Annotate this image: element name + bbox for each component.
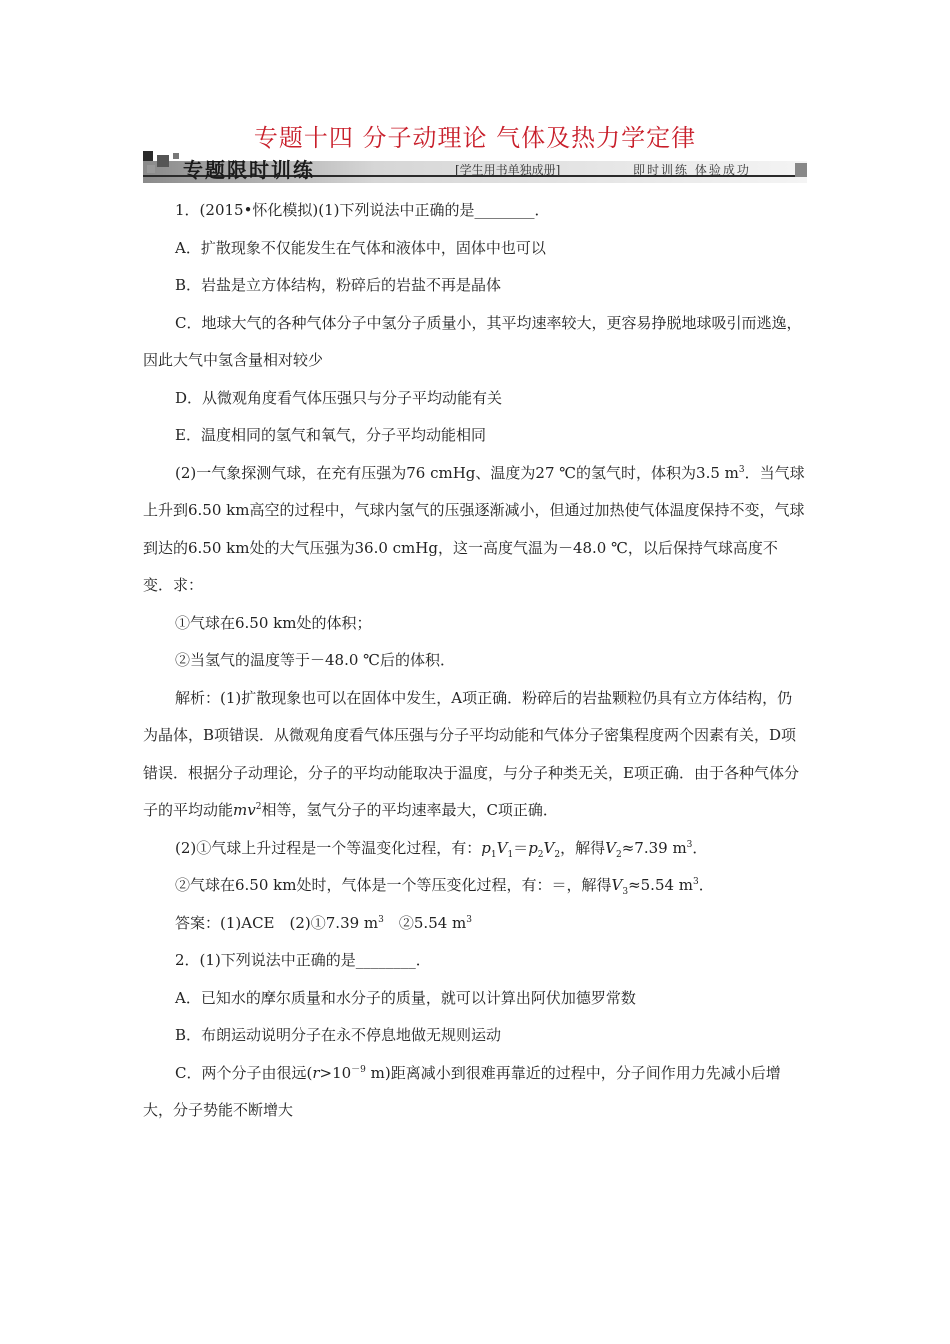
banner-slogan: 即时训练 体验成功 <box>633 163 751 177</box>
q1-analysis: 解析：(1)扩散现象也可以在固体中发生，A项正确．粉碎后的岩盐颗粒仍具有立方体结构，仍为晶体，B项错误．从微观角度看气体压强与分子平均动能和气体分子密集程度两个因素有关，D项错误．根据分子动理论，分子的平均动能取决于温度，与分子种类无关，E项正确．由于各种气体分子的平均动能$mv^2$相等，氢气分子的平均速率最大，C项正确． <box>143 688 799 819</box>
q1-stem: 1．(2015•怀化模拟)(1)下列说法中正确的是________． <box>175 201 550 219</box>
q2-option-c: C．两个分子由很远($r>10^{-9}$ m)距离减小到很难再靠近的过程中，分子间作用力先减小后增大，分子势能不断增大 <box>143 1063 781 1119</box>
q2-option-b: B．布朗运动说明分子在永不停息地做无规则运动 <box>175 1026 502 1044</box>
page-title: 专题十四 分子动理论 气体及热力学定律 <box>253 124 697 152</box>
q1-analysis-line1: (2)①气球上升过程是一个等温变化过程，有：$p_1V_1=p_2V_2$，解得$V_2\approx 7.39$ $m^3$． <box>175 838 708 860</box>
q1-part2-sub1: ①气球在6.50 km处的体积； <box>175 613 372 632</box>
document-body <box>143 192 807 1130</box>
q1-option-e: E．温度相同的氢气和氧气，分子平均动能相同 <box>175 426 486 444</box>
q1-answer: 答案：(1)ACE (2)①7.39 $m^3$ ②5.54 $m^3$ <box>175 913 473 932</box>
q1-part2: (2)一气象探测气球，在充有压强为76 cmHg、温度为27 ℃的氢气时，体积为3.5 $m^3$．当气球上升到6.50 km高空的过程中，气球内氢气的压强逐渐减小，但通过加热使气体温度保持不变，气球到达的6.50 km处的大气压强为36.0 cmHg，这一高度气温为－48.0 ℃，以后保持气球高度不变．求： <box>143 463 805 594</box>
section-banner <box>143 151 807 185</box>
q1-option-b: B．岩盐是立方体结构，粉碎后的岩盐不再是晶体 <box>175 276 502 294</box>
q1-option-a: A．扩散现象不仅能发生在气体和液体中，固体中也可以 <box>175 238 546 257</box>
q2-stem: 2．(1)下列说法中正确的是________． <box>175 951 431 969</box>
banner-note: [学生用书单独成册] <box>455 163 561 177</box>
q1-option-d: D．从微观角度看气体压强只与分子平均动能有关 <box>175 388 503 407</box>
q1-option-c: C．地球大气的各种气体分子中氢分子质量小，其平均速率较大，更容易挣脱地球吸引而逃逸，因此大气中氢含量相对较少 <box>143 313 802 369</box>
q1-analysis-line2: ②气球在6.50 km处时，气体是一个等压变化过程，有：＝，解得$V_3\approx 5.54$ $m^3$． <box>175 876 714 897</box>
q1-part2-sub2: ②当氢气的温度等于－48.0 ℃后的体积． <box>175 651 455 669</box>
q2-option-a: A．已知水的摩尔质量和水分子的质量，就可以计算出阿伏加德罗常数 <box>175 988 636 1007</box>
banner-title: 专题限时训练 <box>183 158 315 182</box>
